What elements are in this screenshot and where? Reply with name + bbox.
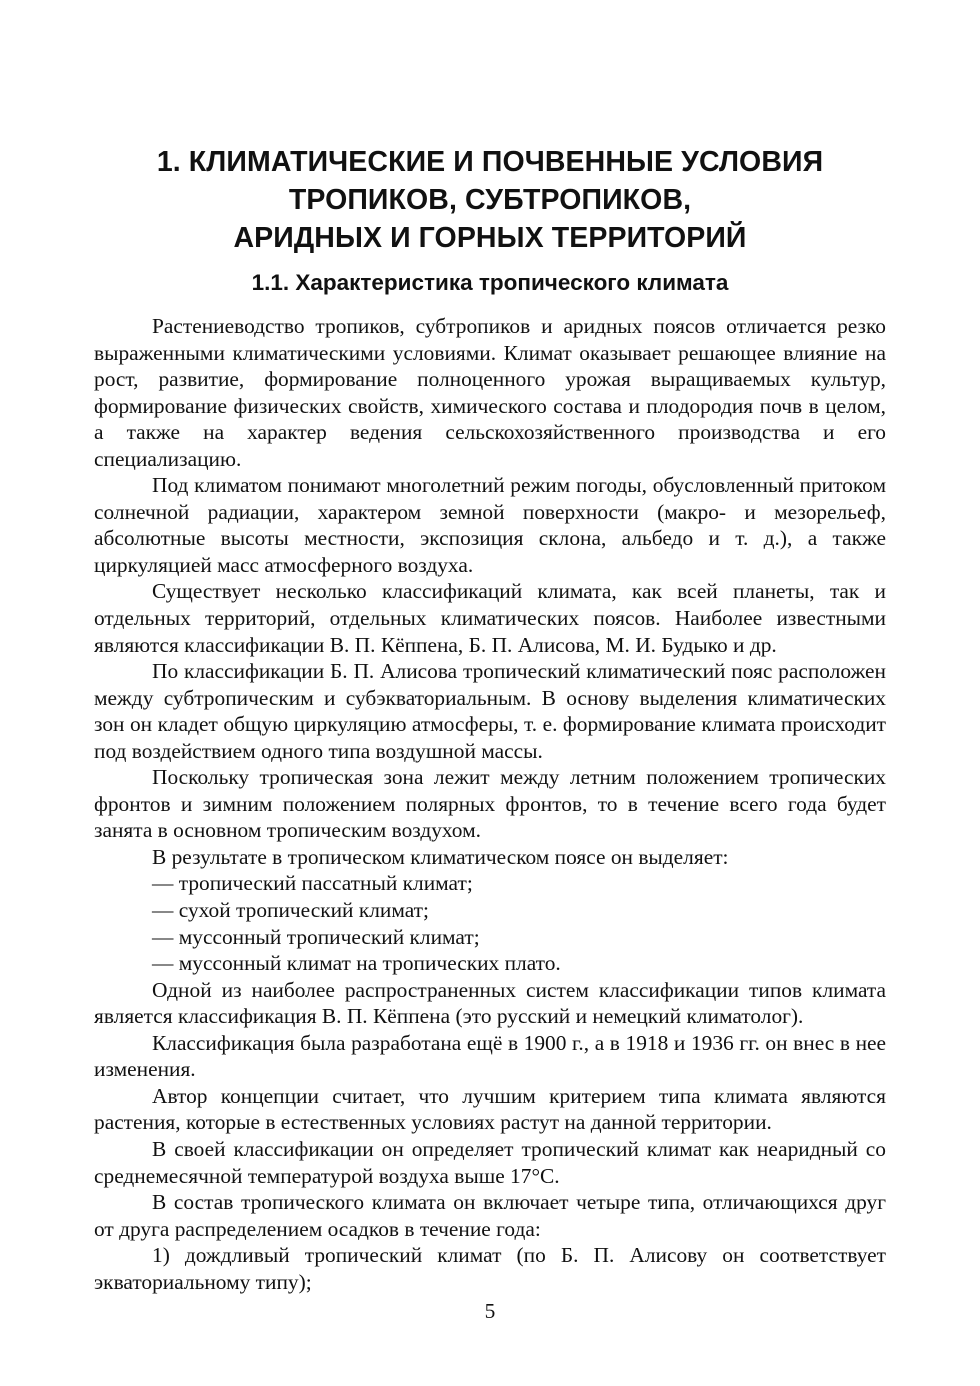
- page-number: 5: [484, 1299, 496, 1323]
- list-item: 1) дождливый тропический климат (по Б. П. Алисову он соответствует экваториальному типу);: [94, 1243, 886, 1294]
- list-item: — муссонный тропический климат;: [152, 924, 480, 949]
- paragraph-koppen: Одной из наиболее распространенных систем классификации типов климата является классификация В. П. Кёппена (это русский и немецкий климатолог).: [94, 977, 886, 1029]
- paragraph-koppen-types: В состав тропического климата он включает четыре типа, отличающихся друг от друга распределением осадков в течение года:: [94, 1190, 886, 1241]
- list-item: — муссонный климат на тропических плато.: [152, 951, 561, 976]
- paragraph-alisov: По классификации Б. П. Алисова тропический климатический пояс расположен между субтропическим и субэкваториальным. В основу выделения климатических зон он кладет общую циркуляцию атмосферы, т. е. формирование климата происходит под воздействием одного типа воздушной массы.: [94, 659, 886, 763]
- chapter-title-line: АРИДНЫХ И ГОРНЫХ ТЕРРИТОРИЙ: [233, 222, 747, 254]
- section-title: 1.1. Характеристика тропического климата: [251, 270, 729, 295]
- paragraph-list-intro: В результате в тропическом климатическом поясе он выделяет:: [152, 844, 729, 869]
- list-item: — тропический пассатный климат;: [152, 871, 473, 896]
- chapter-title-line: ТРОПИКОВ, СУБТРОПИКОВ,: [288, 184, 692, 216]
- paragraph-koppen-dates: Классификация была разработана ещё в 1900 г., а в 1918 и 1936 гг. он внес в нее изменения.: [94, 1030, 886, 1082]
- body-text: [94, 313, 886, 1295]
- list-item: — сухой тропический климат;: [152, 898, 429, 923]
- paragraph-classifications: Существует несколько классификаций климата, как всей планеты, так и отдельных территорий, отдельных климатических поясов. Наиболее известными являются классификации В. П. Кёппена, Б. П. Алисова, М. И. Будыко и др.: [94, 579, 886, 657]
- paragraph-koppen-criterion: Автор концепции считает, что лучшим критерием типа климата являются растения, которые в естественных условиях растут на данной территории.: [94, 1083, 886, 1135]
- paragraph-intro: Растениеводство тропиков, субтропиков и аридных поясов отличается резко выраженными климатическими условиями. Климат оказывает решающее влияние на рост, развитие, формирование полноценного урожая выращиваемых культур, формирование физических свойств, химического состава и плодородия почв в целом, а также на характер ведения сельскохозяйственного производства и его специализацию.: [94, 314, 886, 471]
- paragraph-tropical-zone: Поскольку тропическая зона лежит между летним положением тропических фронтов и зимним положением полярных фронтов, то в течение всего года будет занята в основном тропическим воздухом.: [94, 765, 886, 843]
- chapter-title: [95, 143, 885, 257]
- chapter-title-line: 1. КЛИМАТИЧЕСКИЕ И ПОЧВЕННЫЕ УСЛОВИЯ: [156, 146, 824, 178]
- paragraph-climate-definition: Под климатом понимают многолетний режим погоды, обусловленный притоком солнечной радиации, характером земной поверхности (макро- и мезорельеф, абсолютные высоты местности, экспозиция склона, альбедо и т. д.), а также циркуляцией масс атмосферного воздуха.: [94, 473, 886, 577]
- paragraph-koppen-definition: В своей классификации он определяет тропический климат как неаридный со среднемесячной температурой воздуха выше 17°С.: [94, 1136, 886, 1188]
